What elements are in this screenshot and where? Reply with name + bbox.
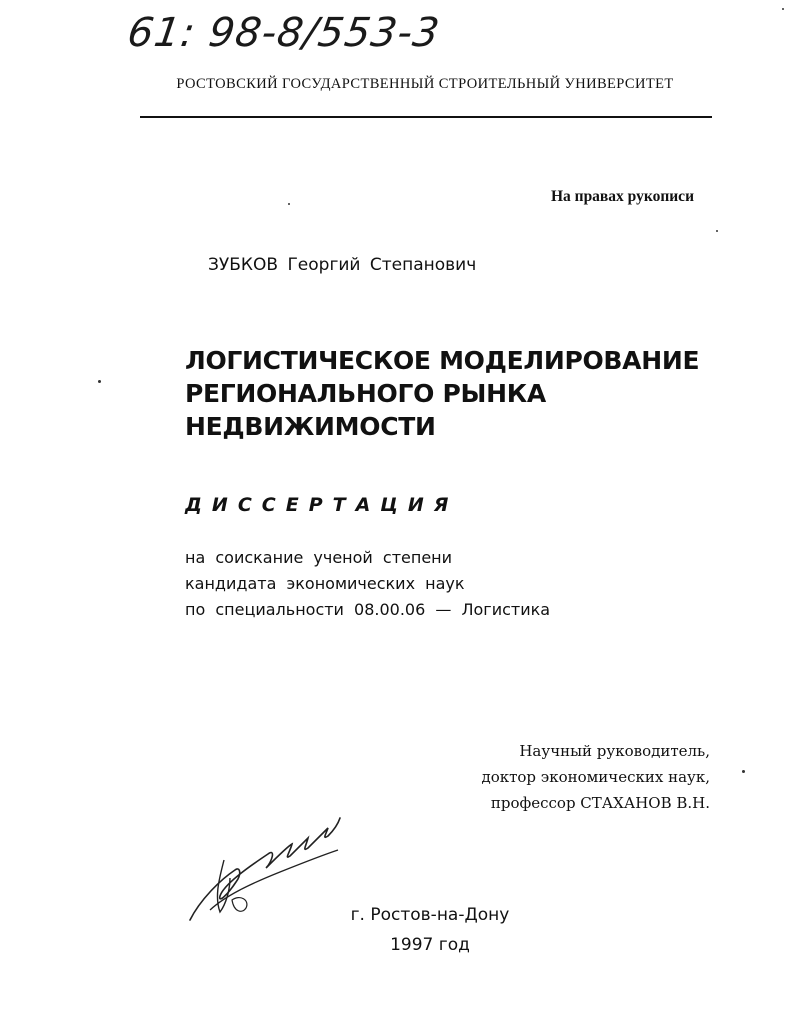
place-and-year [300, 900, 560, 960]
supervisor-block [420, 738, 710, 816]
supervisor-line-2: доктор экономических наук, [481, 768, 710, 786]
handwritten-archive-number [124, 10, 458, 80]
scan-speck [288, 203, 290, 205]
title-line-1: ЛОГИСТИЧЕСКОЕ МОДЕЛИРОВАНИЕ [185, 346, 700, 375]
scan-speck [742, 770, 745, 773]
title-line-3: НЕДВИЖИМОСТИ [185, 412, 436, 441]
scan-speck [782, 8, 784, 10]
thesis-title [185, 344, 745, 443]
year: 1997 год [390, 935, 470, 955]
header-divider [140, 116, 712, 118]
rights-note: На правах рукописи [550, 188, 694, 205]
archive-number-text: 61: 98-8/553-3 [124, 10, 443, 56]
degree-line-1: на соискание ученой степени [185, 548, 453, 567]
degree-block [185, 545, 550, 623]
supervisor-line-1: Научный руководитель, [519, 742, 710, 760]
scan-speck [98, 380, 101, 383]
scan-speck [716, 230, 718, 232]
author-name: ЗУБКОВ Георгий Степанович [208, 255, 477, 275]
degree-line-2: кандидата экономических наук [185, 574, 465, 593]
title-line-2: РЕГИОНАЛЬНОГО РЫНКА [185, 379, 546, 408]
supervisor-line-3: профессор СТАХАНОВ В.Н. [490, 794, 710, 812]
university-name: РОСТОВСКИЙ ГОСУДАРСТВЕННЫЙ СТРОИТЕЛЬНЫЙ УНИВЕРСИТЕТ [176, 76, 674, 92]
city: г. Ростов-на-Дону [350, 905, 510, 925]
degree-line-3: по специальности 08.00.06 — Логистика [185, 600, 551, 619]
work-type: ДИССЕРТАЦИЯ [185, 494, 459, 516]
